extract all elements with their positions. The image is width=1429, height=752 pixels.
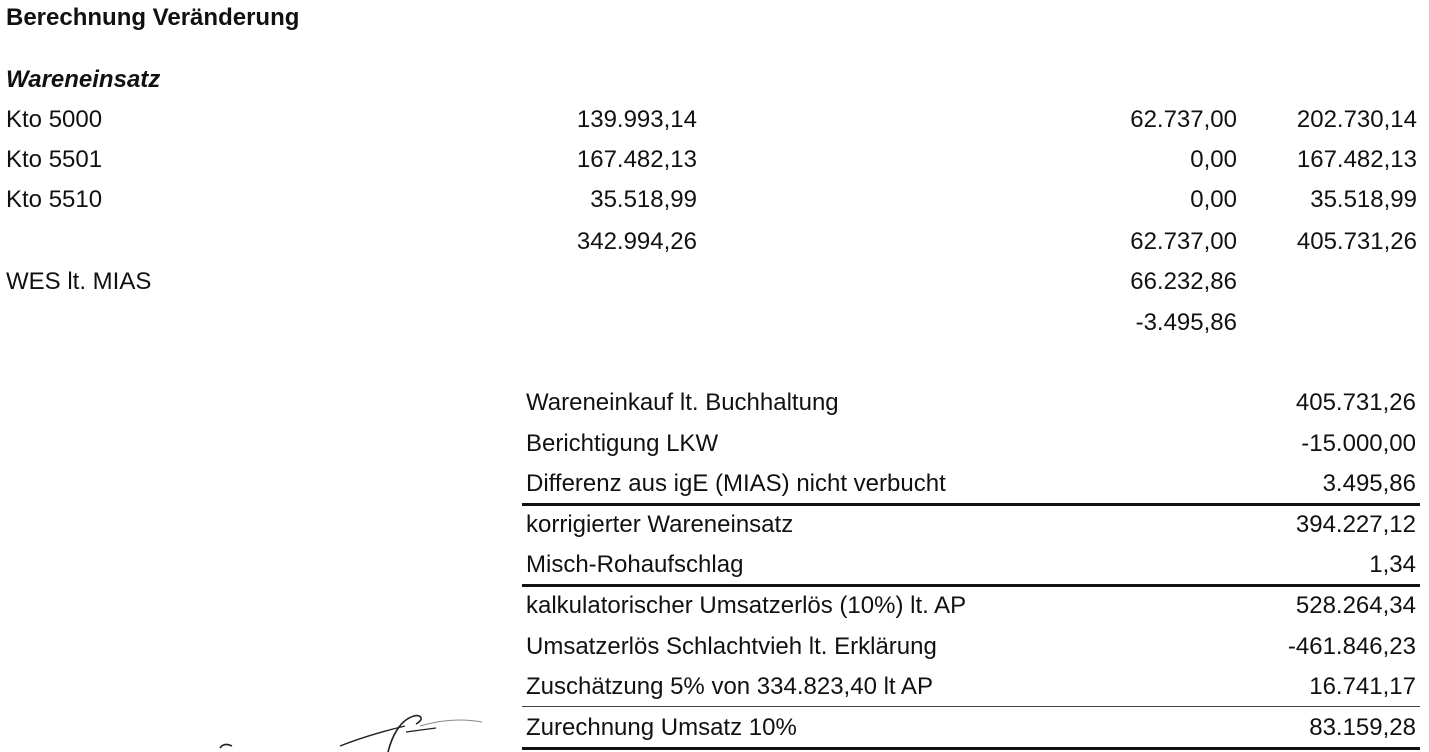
account-label: Kto 5501 <box>6 146 103 173</box>
total-value-2: 62.737,00 <box>1130 228 1237 255</box>
summary-row <box>522 588 1420 629</box>
summary-row <box>522 385 1420 426</box>
total-value-3: 405.731,26 <box>1296 228 1417 255</box>
summary-table <box>522 385 1420 750</box>
account-value-2: 0,00 <box>1190 146 1237 173</box>
page-title: Berechnung Veränderung <box>6 4 300 31</box>
summary-value: 405.731,26 <box>1295 389 1416 416</box>
account-value-2: 0,00 <box>1190 186 1237 213</box>
summary-row <box>522 710 1420 751</box>
summary-value: 16.741,17 <box>1309 673 1416 701</box>
account-label: Kto 5510 <box>6 186 103 213</box>
subtotal-rule <box>522 503 1420 506</box>
subtotal-rule <box>522 584 1420 587</box>
signature-image <box>210 712 490 752</box>
summary-value: 1,34 <box>1369 551 1416 579</box>
summary-value: 394.227,12 <box>1295 510 1416 538</box>
summary-row <box>522 466 1420 507</box>
total-rule <box>522 747 1420 750</box>
summary-label: Berichtigung LKW <box>526 429 719 457</box>
account-value-3: 35.518,99 <box>1310 186 1417 213</box>
summary-label: korrigierter Wareneinsatz <box>526 510 794 538</box>
total-value-1: 342.994,26 <box>576 228 697 255</box>
summary-row <box>522 426 1420 467</box>
account-value-2: 62.737,00 <box>1130 106 1237 133</box>
summary-row <box>522 629 1420 670</box>
account-value-3: 202.730,14 <box>1296 106 1417 133</box>
account-value-1: 139.993,14 <box>576 106 697 133</box>
summary-row <box>522 669 1420 710</box>
summary-label: Zuschätzung 5% von 334.823,40 lt AP <box>526 673 933 701</box>
summary-label: Differenz aus igE (MIAS) nicht verbucht <box>526 470 946 498</box>
row-divider <box>522 706 1420 707</box>
account-value-3: 167.482,13 <box>1296 146 1417 173</box>
summary-value: 83.159,28 <box>1309 713 1416 741</box>
summary-label: kalkulatorischer Umsatzerlös (10%) lt. AP <box>526 591 967 619</box>
summary-label: Zurechnung Umsatz 10% <box>526 713 797 741</box>
summary-label: Umsatzerlös Schlachtvieh lt. Erklärung <box>526 632 937 660</box>
wes-value: 66.232,86 <box>1130 268 1237 295</box>
section-heading: Wareneinsatz <box>6 66 161 93</box>
account-label: Kto 5000 <box>6 106 103 133</box>
summary-value: -15.000,00 <box>1301 429 1416 457</box>
wes-label: WES lt. MIAS <box>6 268 152 295</box>
summary-label: Wareneinkauf lt. Buchhaltung <box>526 389 839 416</box>
account-value-1: 35.518,99 <box>590 186 697 213</box>
summary-label: Misch-Rohaufschlag <box>526 551 744 579</box>
account-value-1: 167.482,13 <box>576 146 697 173</box>
summary-value: 528.264,34 <box>1295 591 1416 619</box>
wes-difference: -3.495,86 <box>1135 309 1237 336</box>
summary-row <box>522 547 1420 588</box>
summary-value: 3.495,86 <box>1322 470 1416 498</box>
summary-row <box>522 507 1420 548</box>
summary-value: -461.846,23 <box>1287 632 1416 660</box>
